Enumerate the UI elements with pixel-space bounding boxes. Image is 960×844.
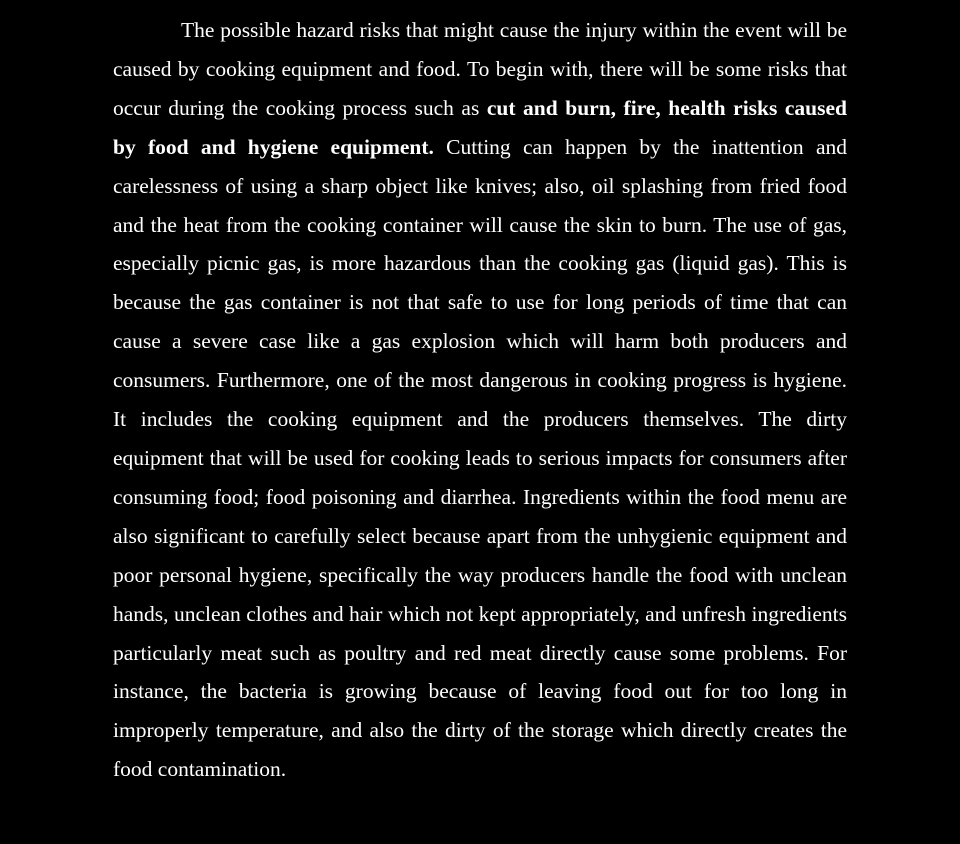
paragraph-text-intro: The possible hazard risks that might cause the injury within the event will be caused by cooking equipment and food. To begin with, there will be some risks that occur during the cooking process such as <box>113 18 847 120</box>
paragraph-text-body: Cutting can happen by the inattention and carelessness of using a sharp object like knives; also, oil splashing from fried food and the heat from the cooking container will cause the skin to burn. The use of gas, especially picnic gas, is more hazardous than the cooking gas (liquid gas). This is because the gas container is not that safe to use for long periods of time that can cause a severe case like a gas explosion which will harm both producers and consumers. Furthermore, one of the most dangerous in cooking progress is hygiene. It includes the cooking equipment and the producers themselves. The dirty equipment that will be used for cooking leads to serious impacts for consumers after consuming food; food poisoning and diarrhea. Ingredients within the food menu are also significant to carefully select because apart from the unhygienic equipment and poor personal hygiene, specifically the way producers handle the food with unclean hands, unclean clothes and hair which not kept appropriately, and unfresh ingredients particularly meat such as poultry and red meat directly cause some problems. For instance, the bacteria is growing because of leaving food out for too long in improperly temperature, and also the dirty of the storage which directly creates the food contamination. <box>113 134 847 782</box>
paragraph-text-bold: cut and burn, fire, health risks caused by food and hygiene equipment. <box>113 95 847 159</box>
body-paragraph <box>113 11 847 789</box>
